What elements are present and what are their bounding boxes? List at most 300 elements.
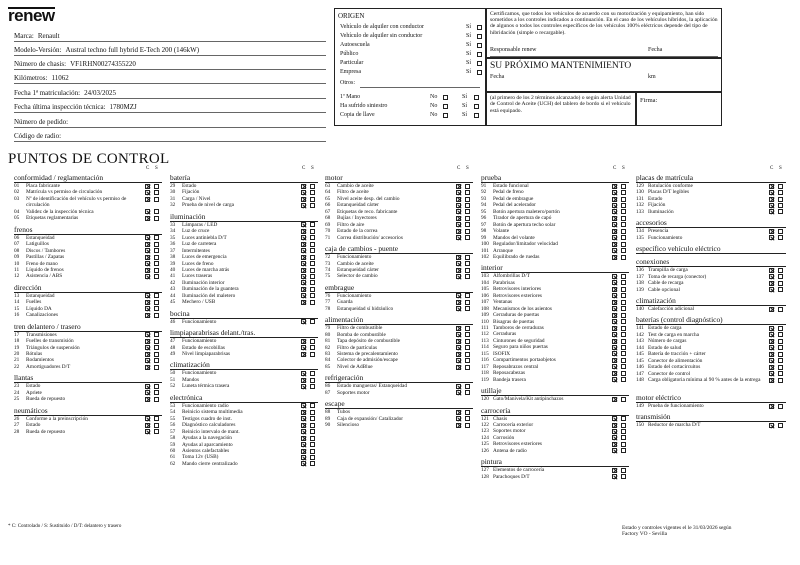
replaced-checkbox[interactable] (310, 410, 315, 415)
replaced-checkbox[interactable] (778, 378, 783, 383)
replaced-checkbox[interactable] (621, 474, 626, 479)
replaced-checkbox[interactable] (465, 222, 470, 227)
controlled-checkbox[interactable] (301, 268, 306, 273)
controlled-checkbox[interactable] (612, 364, 617, 369)
replaced-checkbox[interactable] (310, 416, 315, 421)
replaced-checkbox[interactable] (621, 364, 626, 369)
replaced-checkbox[interactable] (310, 319, 315, 324)
replaced-checkbox[interactable] (154, 416, 159, 421)
controlled-checkbox[interactable] (301, 371, 306, 376)
controlled-checkbox[interactable] (769, 371, 774, 376)
replaced-checkbox[interactable] (778, 358, 783, 363)
controlled-checkbox[interactable] (145, 209, 150, 214)
controlled-checkbox[interactable] (456, 216, 461, 221)
origin-si-checkbox[interactable] (474, 95, 479, 100)
origin-si-checkbox[interactable] (477, 70, 482, 75)
controlled-checkbox[interactable] (145, 268, 150, 273)
controlled-checkbox[interactable] (456, 339, 461, 344)
controlled-checkbox[interactable] (612, 442, 617, 447)
replaced-checkbox[interactable] (310, 371, 315, 376)
controlled-checkbox[interactable] (145, 332, 150, 337)
controlled-checkbox[interactable] (301, 345, 306, 350)
replaced-checkbox[interactable] (465, 326, 470, 331)
controlled-checkbox[interactable] (769, 332, 774, 337)
replaced-checkbox[interactable] (310, 203, 315, 208)
controlled-checkbox[interactable] (612, 468, 617, 473)
controlled-checkbox[interactable] (612, 300, 617, 305)
replaced-checkbox[interactable] (778, 209, 783, 214)
replaced-checkbox[interactable] (621, 197, 626, 202)
origin-si-checkbox[interactable] (477, 25, 482, 30)
controlled-checkbox[interactable] (612, 448, 617, 453)
controlled-checkbox[interactable] (456, 190, 461, 195)
replaced-checkbox[interactable] (154, 216, 159, 221)
replaced-checkbox[interactable] (465, 293, 470, 298)
replaced-checkbox[interactable] (621, 306, 626, 311)
controlled-checkbox[interactable] (301, 190, 306, 195)
controlled-checkbox[interactable] (612, 248, 617, 253)
replaced-checkbox[interactable] (310, 248, 315, 253)
controlled-checkbox[interactable] (456, 384, 461, 389)
controlled-checkbox[interactable] (145, 293, 150, 298)
controlled-checkbox[interactable] (612, 190, 617, 195)
controlled-checkbox[interactable] (301, 274, 306, 279)
controlled-checkbox[interactable] (145, 242, 150, 247)
controlled-checkbox[interactable] (769, 423, 774, 428)
controlled-checkbox[interactable] (769, 307, 774, 312)
controlled-checkbox[interactable] (456, 352, 461, 357)
controlled-checkbox[interactable] (612, 274, 617, 279)
controlled-checkbox[interactable] (769, 287, 774, 292)
replaced-checkbox[interactable] (310, 455, 315, 460)
controlled-checkbox[interactable] (769, 281, 774, 286)
replaced-checkbox[interactable] (778, 197, 783, 202)
controlled-checkbox[interactable] (612, 203, 617, 208)
controlled-checkbox[interactable] (612, 332, 617, 337)
controlled-checkbox[interactable] (301, 339, 306, 344)
controlled-checkbox[interactable] (145, 358, 150, 363)
controlled-checkbox[interactable] (145, 255, 150, 260)
replaced-checkbox[interactable] (621, 313, 626, 318)
replaced-checkbox[interactable] (621, 371, 626, 376)
replaced-checkbox[interactable] (310, 339, 315, 344)
controlled-checkbox[interactable] (301, 436, 306, 441)
origin-no-checkbox[interactable] (443, 104, 448, 109)
replaced-checkbox[interactable] (310, 384, 315, 389)
controlled-checkbox[interactable] (145, 384, 150, 389)
controlled-checkbox[interactable] (612, 423, 617, 428)
controlled-checkbox[interactable] (145, 429, 150, 434)
controlled-checkbox[interactable] (145, 313, 150, 318)
replaced-checkbox[interactable] (465, 229, 470, 234)
replaced-checkbox[interactable] (154, 255, 159, 260)
controlled-checkbox[interactable] (769, 352, 774, 357)
controlled-checkbox[interactable] (769, 190, 774, 195)
controlled-checkbox[interactable] (145, 390, 150, 395)
replaced-checkbox[interactable] (465, 410, 470, 415)
controlled-checkbox[interactable] (145, 306, 150, 311)
replaced-checkbox[interactable] (778, 371, 783, 376)
controlled-checkbox[interactable] (769, 229, 774, 234)
controlled-checkbox[interactable] (769, 378, 774, 383)
controlled-checkbox[interactable] (456, 235, 461, 240)
controlled-checkbox[interactable] (456, 345, 461, 350)
origin-no-checkbox[interactable] (443, 113, 448, 118)
controlled-checkbox[interactable] (612, 474, 617, 479)
controlled-checkbox[interactable] (612, 229, 617, 234)
replaced-checkbox[interactable] (310, 442, 315, 447)
replaced-checkbox[interactable] (310, 378, 315, 383)
controlled-checkbox[interactable] (612, 235, 617, 240)
replaced-checkbox[interactable] (310, 403, 315, 408)
replaced-checkbox[interactable] (621, 332, 626, 337)
controlled-checkbox[interactable] (301, 403, 306, 408)
replaced-checkbox[interactable] (154, 397, 159, 402)
replaced-checkbox[interactable] (621, 416, 626, 421)
replaced-checkbox[interactable] (154, 384, 159, 389)
replaced-checkbox[interactable] (310, 235, 315, 240)
controlled-checkbox[interactable] (301, 442, 306, 447)
controlled-checkbox[interactable] (145, 339, 150, 344)
controlled-checkbox[interactable] (769, 197, 774, 202)
replaced-checkbox[interactable] (154, 209, 159, 214)
replaced-checkbox[interactable] (778, 268, 783, 273)
controlled-checkbox[interactable] (612, 397, 617, 402)
replaced-checkbox[interactable] (154, 242, 159, 247)
origin-si-checkbox[interactable] (477, 34, 482, 39)
replaced-checkbox[interactable] (621, 319, 626, 324)
controlled-checkbox[interactable] (145, 423, 150, 428)
controlled-checkbox[interactable] (456, 332, 461, 337)
controlled-checkbox[interactable] (612, 435, 617, 440)
controlled-checkbox[interactable] (145, 235, 150, 240)
controlled-checkbox[interactable] (612, 319, 617, 324)
replaced-checkbox[interactable] (465, 255, 470, 260)
controlled-checkbox[interactable] (301, 416, 306, 421)
replaced-checkbox[interactable] (310, 229, 315, 234)
replaced-checkbox[interactable] (778, 203, 783, 208)
origin-si-checkbox[interactable] (474, 113, 479, 118)
controlled-checkbox[interactable] (301, 261, 306, 266)
controlled-checkbox[interactable] (769, 404, 774, 409)
replaced-checkbox[interactable] (310, 436, 315, 441)
controlled-checkbox[interactable] (456, 255, 461, 260)
controlled-checkbox[interactable] (301, 449, 306, 454)
replaced-checkbox[interactable] (310, 190, 315, 195)
replaced-checkbox[interactable] (154, 332, 159, 337)
controlled-checkbox[interactable] (612, 326, 617, 331)
replaced-checkbox[interactable] (154, 306, 159, 311)
controlled-checkbox[interactable] (769, 209, 774, 214)
replaced-checkbox[interactable] (310, 268, 315, 273)
replaced-checkbox[interactable] (465, 306, 470, 311)
controlled-checkbox[interactable] (769, 358, 774, 363)
controlled-checkbox[interactable] (612, 197, 617, 202)
controlled-checkbox[interactable] (612, 345, 617, 350)
controlled-checkbox[interactable] (145, 365, 150, 370)
replaced-checkbox[interactable] (310, 352, 315, 357)
replaced-checkbox[interactable] (621, 280, 626, 285)
replaced-checkbox[interactable] (621, 339, 626, 344)
controlled-checkbox[interactable] (456, 222, 461, 227)
replaced-checkbox[interactable] (621, 326, 626, 331)
replaced-checkbox[interactable] (154, 313, 159, 318)
replaced-checkbox[interactable] (621, 222, 626, 227)
replaced-checkbox[interactable] (621, 184, 626, 189)
origin-si-checkbox[interactable] (477, 61, 482, 66)
replaced-checkbox[interactable] (154, 184, 159, 189)
replaced-checkbox[interactable] (778, 365, 783, 370)
controlled-checkbox[interactable] (301, 229, 306, 234)
replaced-checkbox[interactable] (154, 248, 159, 253)
controlled-checkbox[interactable] (612, 184, 617, 189)
controlled-checkbox[interactable] (301, 184, 306, 189)
replaced-checkbox[interactable] (621, 235, 626, 240)
controlled-checkbox[interactable] (456, 184, 461, 189)
replaced-checkbox[interactable] (310, 449, 315, 454)
controlled-checkbox[interactable] (456, 410, 461, 415)
replaced-checkbox[interactable] (778, 184, 783, 189)
controlled-checkbox[interactable] (301, 287, 306, 292)
replaced-checkbox[interactable] (465, 339, 470, 344)
replaced-checkbox[interactable] (465, 423, 470, 428)
replaced-checkbox[interactable] (621, 229, 626, 234)
replaced-checkbox[interactable] (621, 209, 626, 214)
controlled-checkbox[interactable] (145, 184, 150, 189)
replaced-checkbox[interactable] (310, 255, 315, 260)
replaced-checkbox[interactable] (310, 293, 315, 298)
controlled-checkbox[interactable] (612, 429, 617, 434)
replaced-checkbox[interactable] (621, 397, 626, 402)
replaced-checkbox[interactable] (465, 268, 470, 273)
controlled-checkbox[interactable] (301, 222, 306, 227)
replaced-checkbox[interactable] (465, 197, 470, 202)
replaced-checkbox[interactable] (465, 184, 470, 189)
replaced-checkbox[interactable] (778, 345, 783, 350)
controlled-checkbox[interactable] (145, 300, 150, 305)
replaced-checkbox[interactable] (465, 235, 470, 240)
controlled-checkbox[interactable] (456, 293, 461, 298)
controlled-checkbox[interactable] (456, 300, 461, 305)
replaced-checkbox[interactable] (778, 281, 783, 286)
replaced-checkbox[interactable] (621, 300, 626, 305)
replaced-checkbox[interactable] (465, 216, 470, 221)
origin-si-checkbox[interactable] (477, 52, 482, 57)
controlled-checkbox[interactable] (612, 242, 617, 247)
controlled-checkbox[interactable] (612, 351, 617, 356)
replaced-checkbox[interactable] (154, 197, 159, 202)
replaced-checkbox[interactable] (778, 404, 783, 409)
replaced-checkbox[interactable] (621, 358, 626, 363)
controlled-checkbox[interactable] (301, 280, 306, 285)
controlled-checkbox[interactable] (612, 216, 617, 221)
replaced-checkbox[interactable] (154, 293, 159, 298)
controlled-checkbox[interactable] (301, 352, 306, 357)
replaced-checkbox[interactable] (778, 235, 783, 240)
replaced-checkbox[interactable] (465, 365, 470, 370)
replaced-checkbox[interactable] (465, 274, 470, 279)
controlled-checkbox[interactable] (456, 326, 461, 331)
replaced-checkbox[interactable] (465, 203, 470, 208)
origin-si-checkbox[interactable] (474, 104, 479, 109)
replaced-checkbox[interactable] (310, 261, 315, 266)
origin-no-checkbox[interactable] (443, 95, 448, 100)
replaced-checkbox[interactable] (778, 307, 783, 312)
controlled-checkbox[interactable] (769, 274, 774, 279)
replaced-checkbox[interactable] (465, 209, 470, 214)
controlled-checkbox[interactable] (301, 248, 306, 253)
replaced-checkbox[interactable] (465, 261, 470, 266)
replaced-checkbox[interactable] (310, 242, 315, 247)
replaced-checkbox[interactable] (621, 293, 626, 298)
controlled-checkbox[interactable] (301, 197, 306, 202)
controlled-checkbox[interactable] (612, 416, 617, 421)
controlled-checkbox[interactable] (456, 229, 461, 234)
controlled-checkbox[interactable] (456, 423, 461, 428)
controlled-checkbox[interactable] (145, 352, 150, 357)
controlled-checkbox[interactable] (301, 378, 306, 383)
controlled-checkbox[interactable] (769, 235, 774, 240)
replaced-checkbox[interactable] (621, 287, 626, 292)
replaced-checkbox[interactable] (310, 461, 315, 466)
controlled-checkbox[interactable] (301, 455, 306, 460)
controlled-checkbox[interactable] (145, 216, 150, 221)
controlled-checkbox[interactable] (456, 203, 461, 208)
replaced-checkbox[interactable] (154, 261, 159, 266)
controlled-checkbox[interactable] (456, 358, 461, 363)
controlled-checkbox[interactable] (145, 190, 150, 195)
controlled-checkbox[interactable] (612, 313, 617, 318)
controlled-checkbox[interactable] (456, 306, 461, 311)
replaced-checkbox[interactable] (310, 345, 315, 350)
replaced-checkbox[interactable] (621, 248, 626, 253)
controlled-checkbox[interactable] (612, 358, 617, 363)
controlled-checkbox[interactable] (612, 255, 617, 260)
replaced-checkbox[interactable] (778, 352, 783, 357)
replaced-checkbox[interactable] (154, 339, 159, 344)
replaced-checkbox[interactable] (621, 429, 626, 434)
controlled-checkbox[interactable] (301, 429, 306, 434)
controlled-checkbox[interactable] (301, 410, 306, 415)
replaced-checkbox[interactable] (154, 235, 159, 240)
controlled-checkbox[interactable] (769, 365, 774, 370)
controlled-checkbox[interactable] (456, 268, 461, 273)
replaced-checkbox[interactable] (310, 274, 315, 279)
controlled-checkbox[interactable] (612, 222, 617, 227)
replaced-checkbox[interactable] (621, 435, 626, 440)
replaced-checkbox[interactable] (154, 429, 159, 434)
replaced-checkbox[interactable] (621, 190, 626, 195)
controlled-checkbox[interactable] (612, 209, 617, 214)
controlled-checkbox[interactable] (301, 423, 306, 428)
controlled-checkbox[interactable] (769, 203, 774, 208)
controlled-checkbox[interactable] (769, 268, 774, 273)
controlled-checkbox[interactable] (456, 390, 461, 395)
controlled-checkbox[interactable] (301, 203, 306, 208)
controlled-checkbox[interactable] (456, 197, 461, 202)
replaced-checkbox[interactable] (154, 268, 159, 273)
replaced-checkbox[interactable] (465, 416, 470, 421)
replaced-checkbox[interactable] (310, 287, 315, 292)
replaced-checkbox[interactable] (465, 352, 470, 357)
replaced-checkbox[interactable] (154, 274, 159, 279)
controlled-checkbox[interactable] (456, 274, 461, 279)
replaced-checkbox[interactable] (154, 423, 159, 428)
controlled-checkbox[interactable] (145, 416, 150, 421)
replaced-checkbox[interactable] (621, 203, 626, 208)
replaced-checkbox[interactable] (154, 365, 159, 370)
replaced-checkbox[interactable] (621, 255, 626, 260)
controlled-checkbox[interactable] (301, 319, 306, 324)
controlled-checkbox[interactable] (301, 461, 306, 466)
replaced-checkbox[interactable] (778, 326, 783, 331)
controlled-checkbox[interactable] (301, 300, 306, 305)
controlled-checkbox[interactable] (301, 293, 306, 298)
replaced-checkbox[interactable] (310, 429, 315, 434)
replaced-checkbox[interactable] (310, 197, 315, 202)
controlled-checkbox[interactable] (612, 293, 617, 298)
replaced-checkbox[interactable] (778, 274, 783, 279)
replaced-checkbox[interactable] (154, 358, 159, 363)
replaced-checkbox[interactable] (310, 184, 315, 189)
controlled-checkbox[interactable] (612, 339, 617, 344)
replaced-checkbox[interactable] (465, 358, 470, 363)
replaced-checkbox[interactable] (465, 390, 470, 395)
replaced-checkbox[interactable] (154, 190, 159, 195)
replaced-checkbox[interactable] (310, 280, 315, 285)
replaced-checkbox[interactable] (621, 442, 626, 447)
replaced-checkbox[interactable] (621, 377, 626, 382)
controlled-checkbox[interactable] (301, 384, 306, 389)
replaced-checkbox[interactable] (621, 423, 626, 428)
replaced-checkbox[interactable] (465, 384, 470, 389)
controlled-checkbox[interactable] (769, 339, 774, 344)
controlled-checkbox[interactable] (145, 274, 150, 279)
replaced-checkbox[interactable] (465, 300, 470, 305)
replaced-checkbox[interactable] (154, 390, 159, 395)
controlled-checkbox[interactable] (301, 235, 306, 240)
controlled-checkbox[interactable] (456, 261, 461, 266)
replaced-checkbox[interactable] (310, 423, 315, 428)
replaced-checkbox[interactable] (154, 352, 159, 357)
controlled-checkbox[interactable] (456, 365, 461, 370)
controlled-checkbox[interactable] (769, 326, 774, 331)
controlled-checkbox[interactable] (612, 306, 617, 311)
replaced-checkbox[interactable] (778, 423, 783, 428)
replaced-checkbox[interactable] (465, 332, 470, 337)
origin-si-checkbox[interactable] (477, 43, 482, 48)
controlled-checkbox[interactable] (456, 209, 461, 214)
controlled-checkbox[interactable] (145, 397, 150, 402)
controlled-checkbox[interactable] (145, 248, 150, 253)
controlled-checkbox[interactable] (301, 242, 306, 247)
controlled-checkbox[interactable] (612, 371, 617, 376)
replaced-checkbox[interactable] (154, 345, 159, 350)
controlled-checkbox[interactable] (145, 261, 150, 266)
controlled-checkbox[interactable] (612, 280, 617, 285)
replaced-checkbox[interactable] (621, 351, 626, 356)
replaced-checkbox[interactable] (621, 345, 626, 350)
replaced-checkbox[interactable] (465, 190, 470, 195)
replaced-checkbox[interactable] (310, 300, 315, 305)
replaced-checkbox[interactable] (778, 287, 783, 292)
replaced-checkbox[interactable] (621, 242, 626, 247)
replaced-checkbox[interactable] (465, 345, 470, 350)
replaced-checkbox[interactable] (621, 216, 626, 221)
replaced-checkbox[interactable] (621, 274, 626, 279)
replaced-checkbox[interactable] (621, 468, 626, 473)
replaced-checkbox[interactable] (621, 448, 626, 453)
